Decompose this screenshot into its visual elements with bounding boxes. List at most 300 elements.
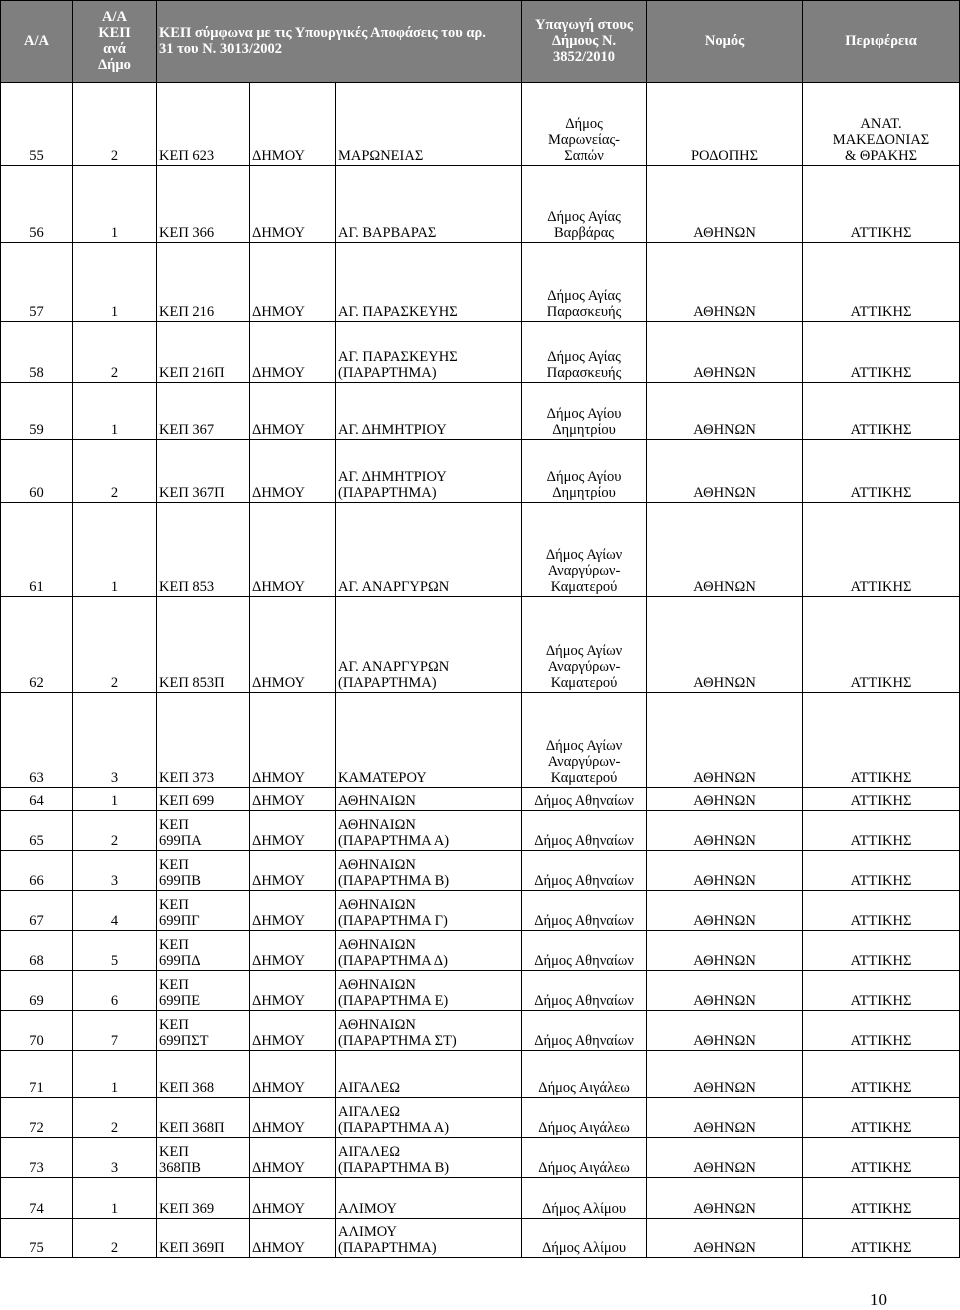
header-municipality-3852-line: Δήμους Ν. bbox=[551, 33, 617, 49]
region-cell-line: ΑΤΤΙΚΗΣ bbox=[850, 365, 912, 381]
region-cell bbox=[803, 83, 960, 166]
prefecture-cell-line: ΑΘΗΝΩΝ bbox=[693, 1201, 756, 1217]
aa-cell bbox=[1, 503, 73, 597]
region-cell-line: ΜΑΚΕΔΟΝΙΑΣ bbox=[832, 132, 930, 148]
kep-dimou-cell-line: ΔΗΜΟΥ bbox=[252, 304, 305, 320]
kep-dimou-cell-line: ΔΗΜΟΥ bbox=[252, 1240, 305, 1256]
prefecture-cell bbox=[647, 788, 803, 811]
kep-code-cell bbox=[157, 243, 250, 322]
region-cell bbox=[803, 788, 960, 811]
region-cell bbox=[803, 931, 960, 971]
aa-kep-cell-line: 2 bbox=[110, 148, 119, 164]
region-cell bbox=[803, 693, 960, 788]
header-aa-kep-line: ΚΕΠ bbox=[98, 25, 131, 41]
table-row bbox=[1, 788, 960, 811]
kep-name-cell-line: (ΠΑΡΑΡΤΗΜΑ Δ) bbox=[338, 953, 448, 969]
aa-kep-cell-line: 5 bbox=[110, 953, 119, 969]
kep-code-cell-line: ΚΕΠ 216 bbox=[159, 304, 215, 320]
aa-cell-line: 55 bbox=[29, 148, 44, 164]
municipality-cell bbox=[522, 440, 647, 503]
prefecture-cell-line: ΑΘΗΝΩΝ bbox=[693, 873, 756, 889]
prefecture-cell-line: ΑΘΗΝΩΝ bbox=[693, 1080, 756, 1096]
table-row bbox=[1, 1178, 960, 1219]
kep-name-cell-line: ΑΓ. ΑΝΑΡΓΥΡΩΝ bbox=[338, 579, 450, 595]
kep-name-cell-line: ΑΛΙΜΟΥ bbox=[338, 1224, 397, 1240]
municipality-cell bbox=[522, 1011, 647, 1051]
kep-code-cell-line: ΚΕΠ bbox=[159, 977, 189, 993]
aa-kep-cell bbox=[73, 971, 157, 1011]
aa-cell bbox=[1, 440, 73, 503]
prefecture-cell bbox=[647, 1178, 803, 1219]
aa-kep-cell bbox=[73, 1011, 157, 1051]
kep-code-cell bbox=[157, 1011, 250, 1051]
region-cell bbox=[803, 383, 960, 440]
aa-kep-cell-line: 6 bbox=[110, 993, 119, 1009]
municipality-cell-line: Δήμος bbox=[565, 116, 603, 132]
region-cell bbox=[803, 597, 960, 693]
prefecture-cell bbox=[647, 971, 803, 1011]
prefecture-cell-line: ΑΘΗΝΩΝ bbox=[693, 304, 756, 320]
kep-name-cell-line: (ΠΑΡΑΡΤΗΜΑ Γ) bbox=[338, 913, 448, 929]
prefecture-cell-line: ΑΘΗΝΩΝ bbox=[693, 675, 756, 691]
kep-code-cell-line: ΚΕΠ 368Π bbox=[159, 1120, 225, 1136]
kep-code-cell-line: ΚΕΠ bbox=[159, 857, 189, 873]
aa-cell-line: 66 bbox=[29, 873, 44, 889]
region-cell-line: ΑΤΤΙΚΗΣ bbox=[850, 993, 912, 1009]
municipality-cell bbox=[522, 597, 647, 693]
region-cell bbox=[803, 1051, 960, 1098]
kep-name-cell bbox=[336, 1138, 522, 1178]
municipality-cell-line: Αναργύρων- bbox=[547, 754, 621, 770]
kep-dimou-cell bbox=[250, 931, 336, 971]
kep-code-cell bbox=[157, 971, 250, 1011]
aa-kep-cell bbox=[73, 1138, 157, 1178]
region-cell bbox=[803, 503, 960, 597]
header-aa-kep-line: ανά bbox=[103, 41, 126, 57]
prefecture-cell bbox=[647, 693, 803, 788]
municipality-cell-line: Δήμος Αγίας bbox=[547, 209, 621, 225]
municipality-cell-line: Δήμος Αθηναίων bbox=[534, 913, 634, 929]
kep-dimou-cell-line: ΔΗΜΟΥ bbox=[252, 485, 305, 501]
municipality-cell-line: Αναργύρων- bbox=[547, 563, 621, 579]
header-region-line: Περιφέρεια bbox=[845, 33, 917, 49]
kep-code-cell bbox=[157, 1051, 250, 1098]
kep-name-cell bbox=[336, 1098, 522, 1138]
kep-name-cell bbox=[336, 322, 522, 383]
municipality-cell-line: Δήμος Αγίας bbox=[547, 349, 621, 365]
kep-dimou-cell bbox=[250, 971, 336, 1011]
aa-cell-line: 61 bbox=[29, 579, 44, 595]
prefecture-cell-line: ΑΘΗΝΩΝ bbox=[693, 833, 756, 849]
aa-cell bbox=[1, 1178, 73, 1219]
aa-cell-line: 62 bbox=[29, 675, 44, 691]
aa-cell bbox=[1, 322, 73, 383]
kep-code-cell-line: 699ΠΕ bbox=[159, 993, 201, 1009]
kep-dimou-cell-line: ΔΗΜΟΥ bbox=[252, 225, 305, 241]
kep-code-cell-line: ΚΕΠ 216Π bbox=[159, 365, 225, 381]
prefecture-cell-line: ΑΘΗΝΩΝ bbox=[693, 485, 756, 501]
kep-code-cell bbox=[157, 931, 250, 971]
kep-dimou-cell-line: ΔΗΜΟΥ bbox=[252, 873, 305, 889]
prefecture-cell-line: ΑΘΗΝΩΝ bbox=[693, 913, 756, 929]
kep-dimou-cell-line: ΔΗΜΟΥ bbox=[252, 422, 305, 438]
kep-dimou-cell bbox=[250, 440, 336, 503]
aa-cell bbox=[1, 851, 73, 891]
kep-code-cell bbox=[157, 891, 250, 931]
kep-dimou-cell bbox=[250, 1011, 336, 1051]
region-cell-line: ΑΤΤΙΚΗΣ bbox=[850, 304, 912, 320]
prefecture-cell-line: ΑΘΗΝΩΝ bbox=[693, 365, 756, 381]
municipality-cell bbox=[522, 931, 647, 971]
kep-dimou-cell-line: ΔΗΜΟΥ bbox=[252, 833, 305, 849]
prefecture-cell bbox=[647, 1011, 803, 1051]
kep-name-cell-line: ΑΘΗΝΑΙΩΝ bbox=[338, 977, 416, 993]
aa-kep-cell bbox=[73, 322, 157, 383]
region-cell bbox=[803, 243, 960, 322]
prefecture-cell bbox=[647, 503, 803, 597]
aa-kep-cell-line: 2 bbox=[110, 485, 119, 501]
kep-dimou-cell-line: ΔΗΜΟΥ bbox=[252, 993, 305, 1009]
kep-dimou-cell bbox=[250, 597, 336, 693]
aa-cell bbox=[1, 383, 73, 440]
municipality-cell bbox=[522, 971, 647, 1011]
aa-cell-line: 67 bbox=[29, 913, 44, 929]
municipality-cell bbox=[522, 693, 647, 788]
municipality-cell bbox=[522, 322, 647, 383]
kep-name-cell bbox=[336, 971, 522, 1011]
aa-kep-cell bbox=[73, 83, 157, 166]
aa-cell bbox=[1, 788, 73, 811]
kep-name-cell bbox=[336, 1219, 522, 1258]
aa-cell bbox=[1, 1219, 73, 1258]
table-row bbox=[1, 693, 960, 788]
prefecture-cell bbox=[647, 597, 803, 693]
municipality-cell-line: Δήμος Αλίμου bbox=[541, 1240, 627, 1256]
table-row bbox=[1, 597, 960, 693]
aa-cell-line: 57 bbox=[29, 304, 44, 320]
prefecture-cell-line: ΡΟΔΟΠΗΣ bbox=[690, 148, 759, 164]
municipality-cell-line: Καματερού bbox=[550, 675, 618, 691]
aa-cell-line: 69 bbox=[29, 993, 44, 1009]
municipality-cell bbox=[522, 891, 647, 931]
municipality-cell-line: Δήμος Αθηναίων bbox=[534, 953, 634, 969]
kep-dimou-cell-line: ΔΗΜΟΥ bbox=[252, 1033, 305, 1049]
prefecture-cell bbox=[647, 811, 803, 851]
kep-dimou-cell bbox=[250, 166, 336, 243]
region-cell bbox=[803, 1098, 960, 1138]
aa-kep-cell-line: 2 bbox=[110, 1240, 119, 1256]
header-kep-decision-line: ΚΕΠ σύμφωνα με τις Υπουργικές Αποφάσεις του αρ. bbox=[159, 25, 486, 41]
aa-cell bbox=[1, 931, 73, 971]
region-cell bbox=[803, 971, 960, 1011]
aa-cell bbox=[1, 243, 73, 322]
region-cell-line: ΑΤΤΙΚΗΣ bbox=[850, 1201, 912, 1217]
aa-kep-cell-line: 2 bbox=[110, 833, 119, 849]
kep-name-cell bbox=[336, 243, 522, 322]
municipality-cell bbox=[522, 1051, 647, 1098]
prefecture-cell-line: ΑΘΗΝΩΝ bbox=[693, 1160, 756, 1176]
header-municipality-3852 bbox=[522, 1, 647, 83]
kep-dimou-cell bbox=[250, 322, 336, 383]
aa-cell-line: 70 bbox=[29, 1033, 44, 1049]
table-body bbox=[1, 83, 960, 1258]
aa-kep-cell-line: 2 bbox=[110, 1120, 119, 1136]
aa-cell-line: 56 bbox=[29, 225, 44, 241]
aa-cell bbox=[1, 891, 73, 931]
prefecture-cell-line: ΑΘΗΝΩΝ bbox=[693, 1240, 756, 1256]
region-cell-line: ΑΤΤΙΚΗΣ bbox=[850, 1160, 912, 1176]
kep-name-cell bbox=[336, 811, 522, 851]
kep-name-cell bbox=[336, 83, 522, 166]
kep-name-cell-line: ΑΓ. ΠΑΡΑΣΚΕΥΗΣ bbox=[338, 304, 458, 320]
municipality-cell-line: Δήμος Αιγάλεω bbox=[538, 1080, 630, 1096]
aa-kep-cell bbox=[73, 931, 157, 971]
aa-cell-line: 58 bbox=[29, 365, 44, 381]
aa-kep-cell-line: 1 bbox=[110, 579, 119, 595]
table-row bbox=[1, 83, 960, 166]
kep-code-cell bbox=[157, 811, 250, 851]
header-aa-kep-line: Α/Α bbox=[102, 9, 127, 25]
kep-dimou-cell-line: ΔΗΜΟΥ bbox=[252, 1201, 305, 1217]
prefecture-cell bbox=[647, 166, 803, 243]
kep-code-cell bbox=[157, 83, 250, 166]
header-kep-decision bbox=[157, 1, 522, 83]
table-row bbox=[1, 971, 960, 1011]
kep-dimou-cell bbox=[250, 811, 336, 851]
kep-dimou-cell-line: ΔΗΜΟΥ bbox=[252, 770, 305, 786]
prefecture-cell bbox=[647, 440, 803, 503]
municipality-cell bbox=[522, 243, 647, 322]
aa-kep-cell-line: 1 bbox=[110, 1201, 119, 1217]
prefecture-cell bbox=[647, 1219, 803, 1258]
aa-cell-line: 64 bbox=[29, 793, 44, 809]
prefecture-cell bbox=[647, 851, 803, 891]
kep-name-cell-line: ΑΓ. ΔΗΜΗΤΡΙΟΥ bbox=[338, 422, 447, 438]
municipality-cell-line: Δήμος Αθηναίων bbox=[534, 993, 634, 1009]
kep-name-cell-line: ΑΓ. ΒΑΡΒΑΡΑΣ bbox=[338, 225, 437, 241]
table-row bbox=[1, 891, 960, 931]
region-cell-line: ΑΤΤΙΚΗΣ bbox=[850, 953, 912, 969]
kep-name-cell bbox=[336, 383, 522, 440]
kep-code-cell bbox=[157, 166, 250, 243]
aa-kep-cell bbox=[73, 1098, 157, 1138]
prefecture-cell-line: ΑΘΗΝΩΝ bbox=[693, 579, 756, 595]
prefecture-cell-line: ΑΘΗΝΩΝ bbox=[693, 770, 756, 786]
region-cell bbox=[803, 1138, 960, 1178]
aa-kep-cell bbox=[73, 383, 157, 440]
municipality-cell-line: Δημητρίου bbox=[552, 422, 616, 438]
municipality-cell bbox=[522, 851, 647, 891]
aa-cell bbox=[1, 971, 73, 1011]
table-row bbox=[1, 811, 960, 851]
aa-kep-cell-line: 3 bbox=[110, 770, 119, 786]
kep-dimou-cell bbox=[250, 1138, 336, 1178]
table-row bbox=[1, 440, 960, 503]
kep-name-cell bbox=[336, 788, 522, 811]
table-row bbox=[1, 1011, 960, 1051]
kep-name-cell bbox=[336, 1051, 522, 1098]
municipality-cell bbox=[522, 83, 647, 166]
aa-kep-cell-line: 4 bbox=[110, 913, 119, 929]
kep-code-cell-line: ΚΕΠ 369Π bbox=[159, 1240, 225, 1256]
prefecture-cell-line: ΑΘΗΝΩΝ bbox=[693, 793, 756, 809]
kep-name-cell-line: ΑΘΗΝΑΙΩΝ bbox=[338, 857, 416, 873]
municipality-cell bbox=[522, 811, 647, 851]
aa-kep-cell bbox=[73, 243, 157, 322]
aa-kep-cell-line: 7 bbox=[110, 1033, 119, 1049]
aa-kep-cell bbox=[73, 1051, 157, 1098]
kep-name-cell-line: ΑΘΗΝΑΙΩΝ bbox=[338, 793, 416, 809]
prefecture-cell-line: ΑΘΗΝΩΝ bbox=[693, 993, 756, 1009]
kep-code-cell-line: 699ΠΔ bbox=[159, 953, 201, 969]
municipality-cell bbox=[522, 166, 647, 243]
kep-code-cell-line: ΚΕΠ 853 bbox=[159, 579, 215, 595]
kep-code-cell-line: ΚΕΠ bbox=[159, 817, 189, 833]
kep-code-cell-line: ΚΕΠ 853Π bbox=[159, 675, 225, 691]
kep-name-cell-line: (ΠΑΡΑΡΤΗΜΑ) bbox=[338, 675, 437, 691]
aa-cell-line: 63 bbox=[29, 770, 44, 786]
municipality-cell-line: Δήμος Αγίου bbox=[546, 469, 622, 485]
kep-name-cell-line: (ΠΑΡΑΡΤΗΜΑ Ε) bbox=[338, 993, 449, 1009]
municipality-cell-line: Δήμος Αγίας bbox=[547, 288, 621, 304]
aa-kep-cell bbox=[73, 811, 157, 851]
aa-cell-line: 73 bbox=[29, 1160, 44, 1176]
aa-kep-cell bbox=[73, 503, 157, 597]
aa-kep-cell bbox=[73, 1178, 157, 1219]
region-cell bbox=[803, 1011, 960, 1051]
header-municipality-3852-line: 3852/2010 bbox=[553, 49, 616, 65]
kep-dimou-cell bbox=[250, 788, 336, 811]
kep-name-cell-line: (ΠΑΡΑΡΤΗΜΑ Α) bbox=[338, 833, 450, 849]
municipality-cell-line: Δήμος Αγίων bbox=[545, 547, 623, 563]
kep-code-cell bbox=[157, 322, 250, 383]
prefecture-cell-line: ΑΘΗΝΩΝ bbox=[693, 1120, 756, 1136]
aa-cell bbox=[1, 1011, 73, 1051]
kep-code-cell bbox=[157, 383, 250, 440]
aa-cell bbox=[1, 83, 73, 166]
kep-code-cell-line: ΚΕΠ 367Π bbox=[159, 485, 225, 501]
header-aa-kep bbox=[73, 1, 157, 83]
page-number: 10 bbox=[870, 1290, 887, 1309]
kep-code-cell-line: 699ΠΓ bbox=[159, 913, 200, 929]
kep-code-cell bbox=[157, 503, 250, 597]
region-cell bbox=[803, 1178, 960, 1219]
prefecture-cell bbox=[647, 1138, 803, 1178]
aa-cell bbox=[1, 1138, 73, 1178]
kep-name-cell-line: ΑΓ. ΑΝΑΡΓΥΡΩΝ bbox=[338, 659, 450, 675]
header-region bbox=[803, 1, 960, 83]
header-aa-kep-line: Δήμο bbox=[98, 57, 131, 73]
kep-name-cell-line: (ΠΑΡΑΡΤΗΜΑ Β) bbox=[338, 873, 450, 889]
municipality-cell-line: Παρασκευής bbox=[546, 365, 622, 381]
kep-name-cell-line: ΑΓ. ΔΗΜΗΤΡΙΟΥ bbox=[338, 469, 447, 485]
region-cell bbox=[803, 440, 960, 503]
municipality-cell-line: Δήμος Αιγάλεω bbox=[538, 1120, 630, 1136]
aa-cell-line: 75 bbox=[29, 1240, 44, 1256]
aa-kep-cell-line: 1 bbox=[110, 225, 119, 241]
kep-dimou-cell bbox=[250, 693, 336, 788]
aa-kep-cell-line: 1 bbox=[110, 1080, 119, 1096]
kep-code-cell-line: 699ΠΑ bbox=[159, 833, 202, 849]
prefecture-cell bbox=[647, 322, 803, 383]
table-row bbox=[1, 851, 960, 891]
region-cell-line: ΑΤΤΙΚΗΣ bbox=[850, 485, 912, 501]
header-prefecture-line: Νομός bbox=[704, 33, 745, 49]
aa-kep-cell-line: 3 bbox=[110, 873, 119, 889]
kep-name-cell bbox=[336, 1011, 522, 1051]
table-row bbox=[1, 503, 960, 597]
kep-name-cell-line: ΑΘΗΝΑΙΩΝ bbox=[338, 897, 416, 913]
prefecture-cell bbox=[647, 891, 803, 931]
table-row bbox=[1, 1219, 960, 1258]
prefecture-cell-line: ΑΘΗΝΩΝ bbox=[693, 953, 756, 969]
region-cell-line: ΑΤΤΙΚΗΣ bbox=[850, 1033, 912, 1049]
kep-name-cell-line: ΑΙΓΑΛΕΩ bbox=[338, 1104, 401, 1120]
kep-code-cell bbox=[157, 1098, 250, 1138]
municipality-cell bbox=[522, 1219, 647, 1258]
municipality-cell-line: Δημητρίου bbox=[552, 485, 616, 501]
aa-cell-line: 60 bbox=[29, 485, 44, 501]
kep-code-cell bbox=[157, 440, 250, 503]
kep-dimou-cell bbox=[250, 383, 336, 440]
kep-dimou-cell-line: ΔΗΜΟΥ bbox=[252, 793, 305, 809]
kep-name-cell-line: (ΠΑΡΑΡΤΗΜΑ ΣΤ) bbox=[338, 1033, 457, 1049]
kep-name-cell-line: ΑΘΗΝΑΙΩΝ bbox=[338, 817, 416, 833]
kep-code-cell bbox=[157, 1219, 250, 1258]
kep-code-cell bbox=[157, 1178, 250, 1219]
kep-code-cell-line: ΚΕΠ bbox=[159, 897, 189, 913]
aa-kep-cell bbox=[73, 891, 157, 931]
kep-dimou-cell-line: ΔΗΜΟΥ bbox=[252, 913, 305, 929]
region-cell-line: ΑΤΤΙΚΗΣ bbox=[850, 675, 912, 691]
municipality-cell bbox=[522, 1138, 647, 1178]
aa-kep-cell-line: 2 bbox=[110, 675, 119, 691]
municipality-cell-line: Σαπών bbox=[564, 148, 604, 164]
kep-dimou-cell bbox=[250, 891, 336, 931]
aa-cell-line: 71 bbox=[29, 1080, 44, 1096]
kep-name-cell-line: (ΠΑΡΑΡΤΗΜΑ Β) bbox=[338, 1160, 450, 1176]
table-row bbox=[1, 1098, 960, 1138]
aa-cell bbox=[1, 1098, 73, 1138]
header-kep-decision-line: 31 του Ν. 3013/2002 bbox=[159, 41, 282, 57]
municipality-cell-line: Δήμος Αθηναίων bbox=[534, 793, 634, 809]
header-municipality-3852-line: Υπαγωγή στους bbox=[535, 17, 634, 33]
kep-name-cell-line: ΑΙΓΑΛΕΩ bbox=[338, 1080, 401, 1096]
region-cell-line: ΑΝΑΤ. bbox=[860, 116, 902, 132]
municipality-cell-line: Αναργύρων- bbox=[547, 659, 621, 675]
kep-name-cell bbox=[336, 693, 522, 788]
region-cell-line: ΑΤΤΙΚΗΣ bbox=[850, 913, 912, 929]
kep-dimou-cell-line: ΔΗΜΟΥ bbox=[252, 1160, 305, 1176]
table-header bbox=[1, 1, 960, 83]
header-aa-line: Α/Α bbox=[24, 33, 49, 49]
kep-code-cell bbox=[157, 851, 250, 891]
kep-code-cell-line: ΚΕΠ bbox=[159, 1017, 189, 1033]
kep-name-cell bbox=[336, 851, 522, 891]
aa-kep-cell-line: 3 bbox=[110, 1160, 119, 1176]
aa-kep-cell bbox=[73, 597, 157, 693]
kep-code-cell-line: ΚΕΠ bbox=[159, 1144, 189, 1160]
region-cell-line: ΑΤΤΙΚΗΣ bbox=[850, 770, 912, 786]
aa-kep-cell bbox=[73, 440, 157, 503]
aa-kep-cell-line: 1 bbox=[110, 422, 119, 438]
kep-name-cell bbox=[336, 1178, 522, 1219]
prefecture-cell bbox=[647, 243, 803, 322]
kep-name-cell bbox=[336, 166, 522, 243]
prefecture-cell-line: ΑΘΗΝΩΝ bbox=[693, 225, 756, 241]
region-cell-line: ΑΤΤΙΚΗΣ bbox=[850, 1240, 912, 1256]
kep-dimou-cell-line: ΔΗΜΟΥ bbox=[252, 953, 305, 969]
